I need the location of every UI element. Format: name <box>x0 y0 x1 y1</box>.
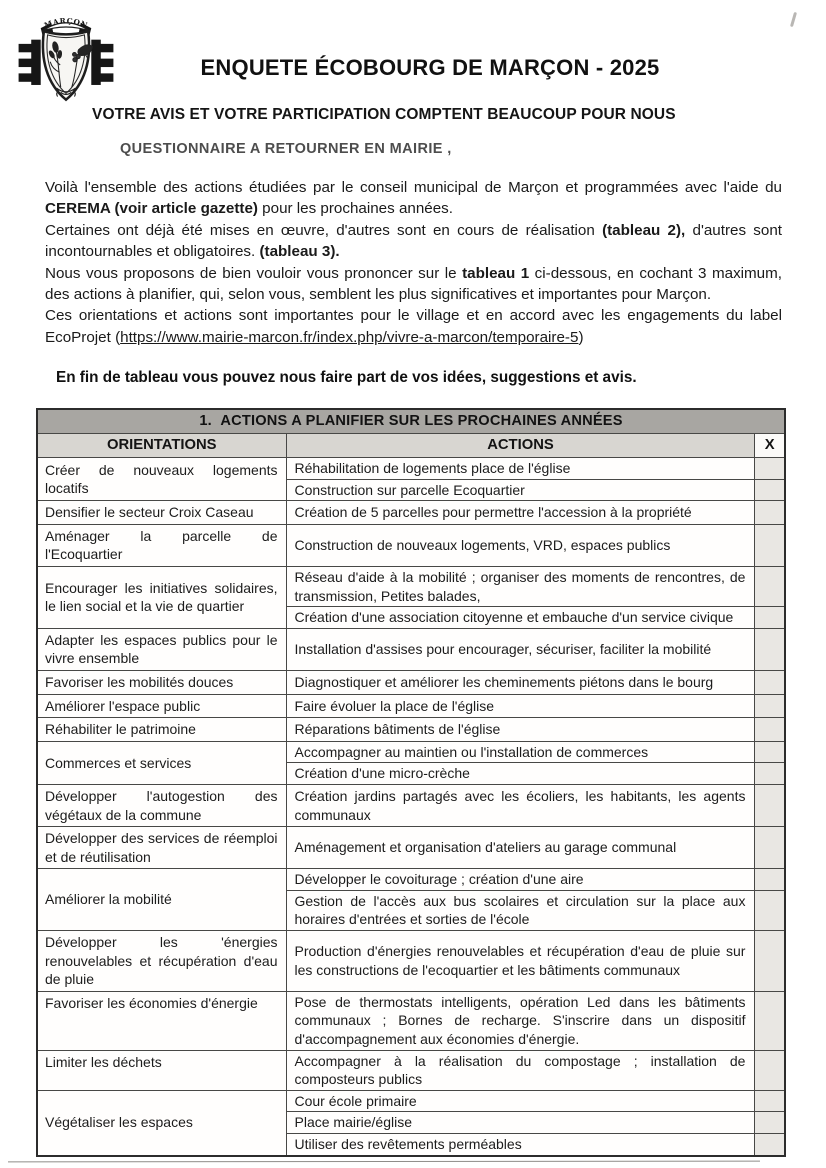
orientation-cell: Créer de nouveaux logements locatifs <box>37 458 286 501</box>
tableau2-bold-run: (tableau 2), <box>602 221 686 239</box>
intro-paragraph-3 <box>45 263 782 306</box>
action-cell: Réhabilitation de logements place de l'église <box>286 458 755 480</box>
table-row <box>37 784 785 826</box>
action-cell: Création d'une micro-crèche <box>286 763 755 785</box>
action-cell: Faire évoluer la place de l'église <box>286 694 755 718</box>
table-title: 1. ACTIONS A PLANIFIER SUR LES PROCHAINES ANNÉES <box>37 409 785 434</box>
table-title-row <box>37 409 785 434</box>
table-header-row <box>37 434 785 458</box>
check-cell[interactable] <box>755 869 785 891</box>
orientation-cell: Favoriser les économies d'énergie <box>37 991 286 1050</box>
orientation-cell: Développer les 'énergies renouvelables et récupération d'eau de pluie <box>37 931 286 992</box>
table-row <box>37 1050 785 1090</box>
check-cell[interactable] <box>755 479 785 501</box>
check-cell[interactable] <box>755 827 785 869</box>
orientation-cell: Adapter les espaces publics pour le vivre ensemble <box>37 628 286 670</box>
action-cell: Diagnostiquer et améliorer les cheminements piétons dans le bourg <box>286 670 755 694</box>
column-header-orientations: ORIENTATIONS <box>37 434 286 458</box>
intro-text-run: Nous vous proposons de bien vouloir vous prononcer sur le <box>45 264 463 282</box>
check-cell[interactable] <box>755 628 785 670</box>
table-row <box>37 1090 785 1112</box>
check-cell[interactable] <box>755 784 785 826</box>
orientation-cell: Aménager la parcelle de l'Ecoquartier <box>37 524 286 566</box>
actions-table <box>36 408 786 1157</box>
check-cell[interactable] <box>755 931 785 992</box>
crest-town-name: MARÇON <box>42 16 90 31</box>
check-cell[interactable] <box>755 991 785 1050</box>
action-cell: Création d'une association citoyenne et embauche d'un service civique <box>286 607 755 629</box>
column-header-actions: ACTIONS <box>286 434 755 458</box>
intro-paragraph-2 <box>45 220 782 263</box>
orientation-cell: Limiter les déchets <box>37 1050 286 1090</box>
check-cell[interactable] <box>755 694 785 718</box>
orientation-cell: Développer l'autogestion des végétaux de la commune <box>37 784 286 826</box>
action-cell: Construction sur parcelle Ecoquartier <box>286 479 755 501</box>
orientation-cell: Commerces et services <box>37 741 286 784</box>
orientation-cell: Améliorer l'espace public <box>37 694 286 718</box>
action-cell: Accompagner au maintien ou l'installation de commerces <box>286 741 755 763</box>
intro-paragraph-4 <box>45 305 782 348</box>
check-cell[interactable] <box>755 718 785 742</box>
table-row <box>37 670 785 694</box>
check-cell[interactable] <box>755 566 785 606</box>
table-row <box>37 566 785 606</box>
check-cell[interactable] <box>755 501 785 525</box>
orientation-cell: Végétaliser les espaces <box>37 1090 286 1155</box>
intro-text-run: Certaines ont déjà été mises en œuvre, d'autres sont en cours de réalisation <box>45 221 603 239</box>
check-cell[interactable] <box>755 607 785 629</box>
action-cell: Aménagement et organisation d'ateliers au garage communal <box>286 827 755 869</box>
intro-text-run: Voilà l'ensemble des actions étudiées par le conseil municipal de Marçon et programmées avec l'aide du <box>45 179 782 196</box>
suggestions-note: En fin de tableau vous pouvez nous faire part de vos idées, suggestions et avis. <box>56 369 637 386</box>
check-cell[interactable] <box>755 670 785 694</box>
action-cell: Accompagner à la réalisation du compostage ; installation de composteurs publics <box>286 1050 755 1090</box>
check-cell[interactable] <box>755 1090 785 1112</box>
page-title: ENQUETE ÉCOBOURG DE MARÇON - 2025 <box>200 54 660 80</box>
action-cell: Cour école primaire <box>286 1090 755 1112</box>
table-row <box>37 741 785 763</box>
orientation-cell: Améliorer la mobilité <box>37 869 286 931</box>
intro-text-run: d'autres sont incontournables et obligatoires. <box>45 221 782 261</box>
action-cell: Développer le covoiturage ; création d'une aire <box>286 869 755 891</box>
cerema-bold-run: CEREMA (voir article gazette) <box>45 200 258 218</box>
scan-artifact <box>790 12 797 27</box>
orientation-cell: Encourager les initiatives solidaires, le lien social et la vie de quartier <box>37 566 286 628</box>
intro-text-run: ) <box>578 328 584 346</box>
action-cell: Réseau d'aide à la mobilité ; organiser des moments de rencontres, de transmission, Petites balades, <box>286 566 755 606</box>
table-row <box>37 524 785 566</box>
actions-table-body <box>37 458 785 1156</box>
action-cell: Création de 5 parcelles pour permettre l'accession à la propriété <box>286 501 755 525</box>
action-cell: Gestion de l'accès aux bus scolaires et circulation sur la place aux horaires d'entrées et sorties de l'école <box>286 890 755 930</box>
tableau3-bold-run: (tableau 3). <box>259 243 340 261</box>
action-cell: Utiliser des revêtements perméables <box>286 1134 755 1156</box>
table-row <box>37 694 785 718</box>
action-cell: Création jardins partagés avec les écoliers, les habitants, les agents communaux <box>286 784 755 826</box>
orientation-cell: Réhabiliter le patrimoine <box>37 718 286 742</box>
check-cell[interactable] <box>755 1050 785 1090</box>
table-row <box>37 827 785 869</box>
table-row <box>37 718 785 742</box>
orientation-cell: Développer des services de réemploi et de réutilisation <box>37 827 286 869</box>
orientation-cell: Densifier le secteur Croix Caseau <box>37 501 286 525</box>
action-cell: Réparations bâtiments de l'église <box>286 718 755 742</box>
check-cell[interactable] <box>755 1112 785 1134</box>
check-cell[interactable] <box>755 890 785 930</box>
orientation-cell: Favoriser les mobilités douces <box>37 670 286 694</box>
action-cell: Installation d'assises pour encourager, sécuriser, faciliter la mobilité <box>286 628 755 670</box>
column-header-check: X <box>755 434 785 458</box>
table-row <box>37 931 785 992</box>
table-row <box>37 869 785 891</box>
ecoprojet-link[interactable]: https://www.mairie-marcon.fr/index.php/vivre-a-marcon/temporaire-5 <box>120 328 579 346</box>
table-row <box>37 991 785 1050</box>
table-row <box>37 501 785 525</box>
check-cell[interactable] <box>755 524 785 566</box>
action-cell: Production d'énergies renouvelables et récupération d'eau de pluie sur les constructions de l'ecoquartier et les bâtiments communaux <box>286 931 755 992</box>
action-cell: Place mairie/église <box>286 1112 755 1134</box>
intro-paragraph-1 <box>45 177 782 220</box>
intro-text-run: ci-dessous, en cochant 3 maximum, des actions à planifier, qui, selon vous, semblent les plus significatives et importantes pour Marçon. <box>45 264 783 304</box>
participation-subtitle: VOTRE AVIS ET VOTRE PARTICIPATION COMPTENT BEAUCOUP POUR NOUS <box>92 106 676 123</box>
action-cell: Construction de nouveaux logements, VRD, espaces publics <box>286 524 755 566</box>
intro-text-run: Ces orientations et actions sont importantes pour le village et en accord avec les engagements du label EcoProjet ( <box>45 307 782 346</box>
tableau1-bold-run: tableau 1 <box>462 264 530 282</box>
check-cell[interactable] <box>755 763 785 785</box>
check-cell[interactable] <box>755 741 785 763</box>
intro-text-run: pour les prochaines années. <box>257 200 453 218</box>
table-row <box>37 628 785 670</box>
check-cell[interactable] <box>755 1134 785 1156</box>
intro-text <box>45 177 782 348</box>
svg-text:MARÇON <box>43 16 89 30</box>
check-cell[interactable] <box>755 458 785 480</box>
table-row <box>37 458 785 480</box>
return-instruction: QUESTIONNAIRE A RETOURNER EN MAIRIE , <box>120 141 452 157</box>
action-cell: Pose de thermostats intelligents, opération Led dans les bâtiments communaux ; Bornes de recharge. S'inscrire dans un dispositif d'accompagnement aux économies d'énergie. <box>286 991 755 1050</box>
next-section-top-edge <box>8 1161 760 1163</box>
